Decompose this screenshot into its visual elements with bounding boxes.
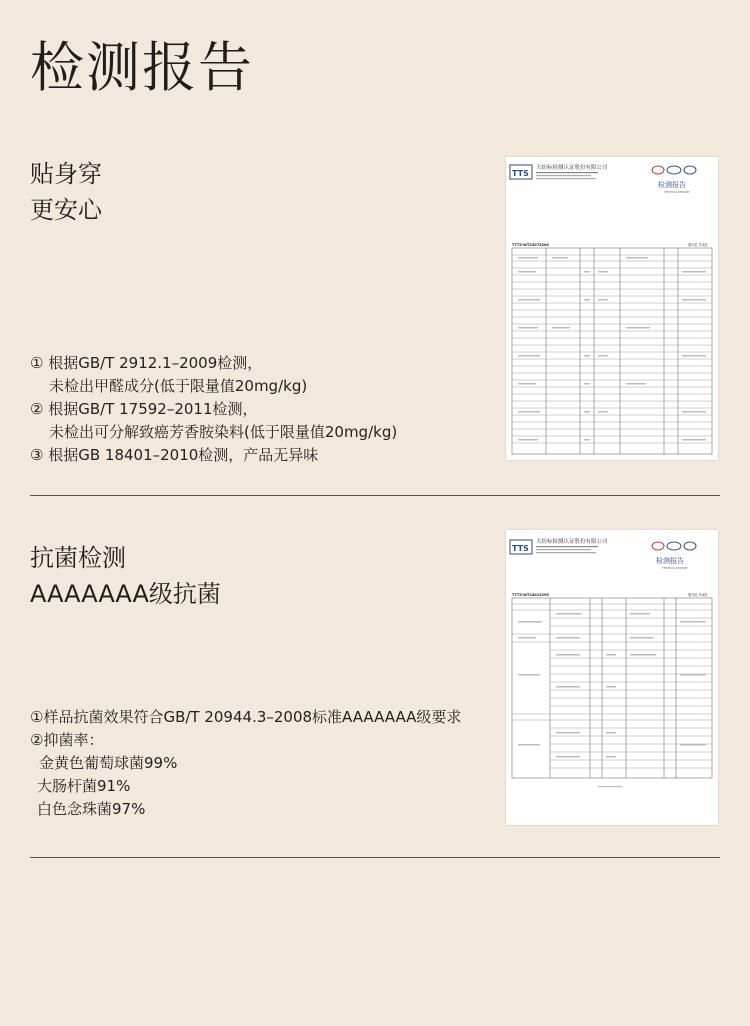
section2-heading-line: 抗菌检测 — [30, 544, 126, 572]
report-number: TTTS-WT23075204 — [512, 243, 549, 247]
report-subtitle: TESTING REPORT — [664, 190, 690, 194]
note-line: 大肠杆菌91% — [37, 777, 131, 795]
report-org-name: 天纺标检测认证股份有限公司 — [536, 165, 608, 171]
test-report-image-1 — [506, 157, 718, 460]
report-logo-text: TTS — [512, 169, 529, 178]
section2-notes — [30, 706, 461, 821]
section1-heading-line: 更安心 — [30, 196, 102, 224]
section-divider — [30, 857, 720, 858]
note-line: 金黄色葡萄球菌99% — [39, 754, 178, 772]
report-document-1 — [506, 157, 718, 460]
section2-heading-line: AAAAAAA级抗菌 — [30, 580, 221, 608]
section1-heading — [30, 156, 102, 228]
note-line: 未检出甲醛成分(低于限量值20mg/kg) — [49, 377, 308, 395]
note-line: 白色念珠菌97% — [37, 800, 146, 818]
report-table-grid — [512, 598, 712, 778]
cma-logo-icon — [652, 542, 664, 550]
note-line: ① 根据GB/T 2912.1–2009检测， — [30, 354, 263, 372]
report-page-number: 第2页 共4页 — [688, 243, 708, 247]
report-document-2 — [506, 530, 718, 825]
test-report-image-2 — [506, 530, 718, 825]
report-table-grid — [512, 248, 712, 454]
note-line: 未检出可分解致癌芳香胺染料(低于限量值20mg/kg) — [49, 423, 398, 441]
cnas-logo-icon — [667, 542, 681, 550]
report-page-number: 第3页 共4页 — [688, 593, 708, 597]
ilac-logo-icon — [684, 542, 696, 550]
report-org-name: 天纺标检测认证股份有限公司 — [536, 539, 608, 545]
report-table-rows — [512, 255, 712, 443]
report-title: 检测报告 — [658, 181, 686, 189]
report-logo-text: TTS — [512, 544, 529, 553]
note-line: ②抑菌率： — [30, 731, 104, 749]
section2-heading — [30, 540, 221, 612]
section-divider — [30, 495, 720, 496]
report-title: 检测报告 — [656, 557, 684, 565]
cnas-logo-icon — [667, 166, 681, 174]
report-subtitle: TESTING REPORT — [662, 566, 688, 570]
section1-heading-line: 贴身穿 — [30, 160, 102, 188]
ilac-logo-icon — [684, 166, 696, 174]
note-line: ③ 根据GB 18401–2010检测，产品无异味 — [30, 446, 319, 464]
note-line: ①样品抗菌效果符合GB/T 20944.3–2008标准AAAAAAA级要求 — [30, 708, 462, 726]
page-title: 检测报告 — [30, 36, 254, 99]
report-number: TTTS-WT24013295 — [512, 593, 549, 597]
cma-logo-icon — [652, 166, 664, 174]
note-line: ② 根据GB/T 17592–2011检测， — [30, 400, 258, 418]
section1-notes — [30, 352, 397, 467]
